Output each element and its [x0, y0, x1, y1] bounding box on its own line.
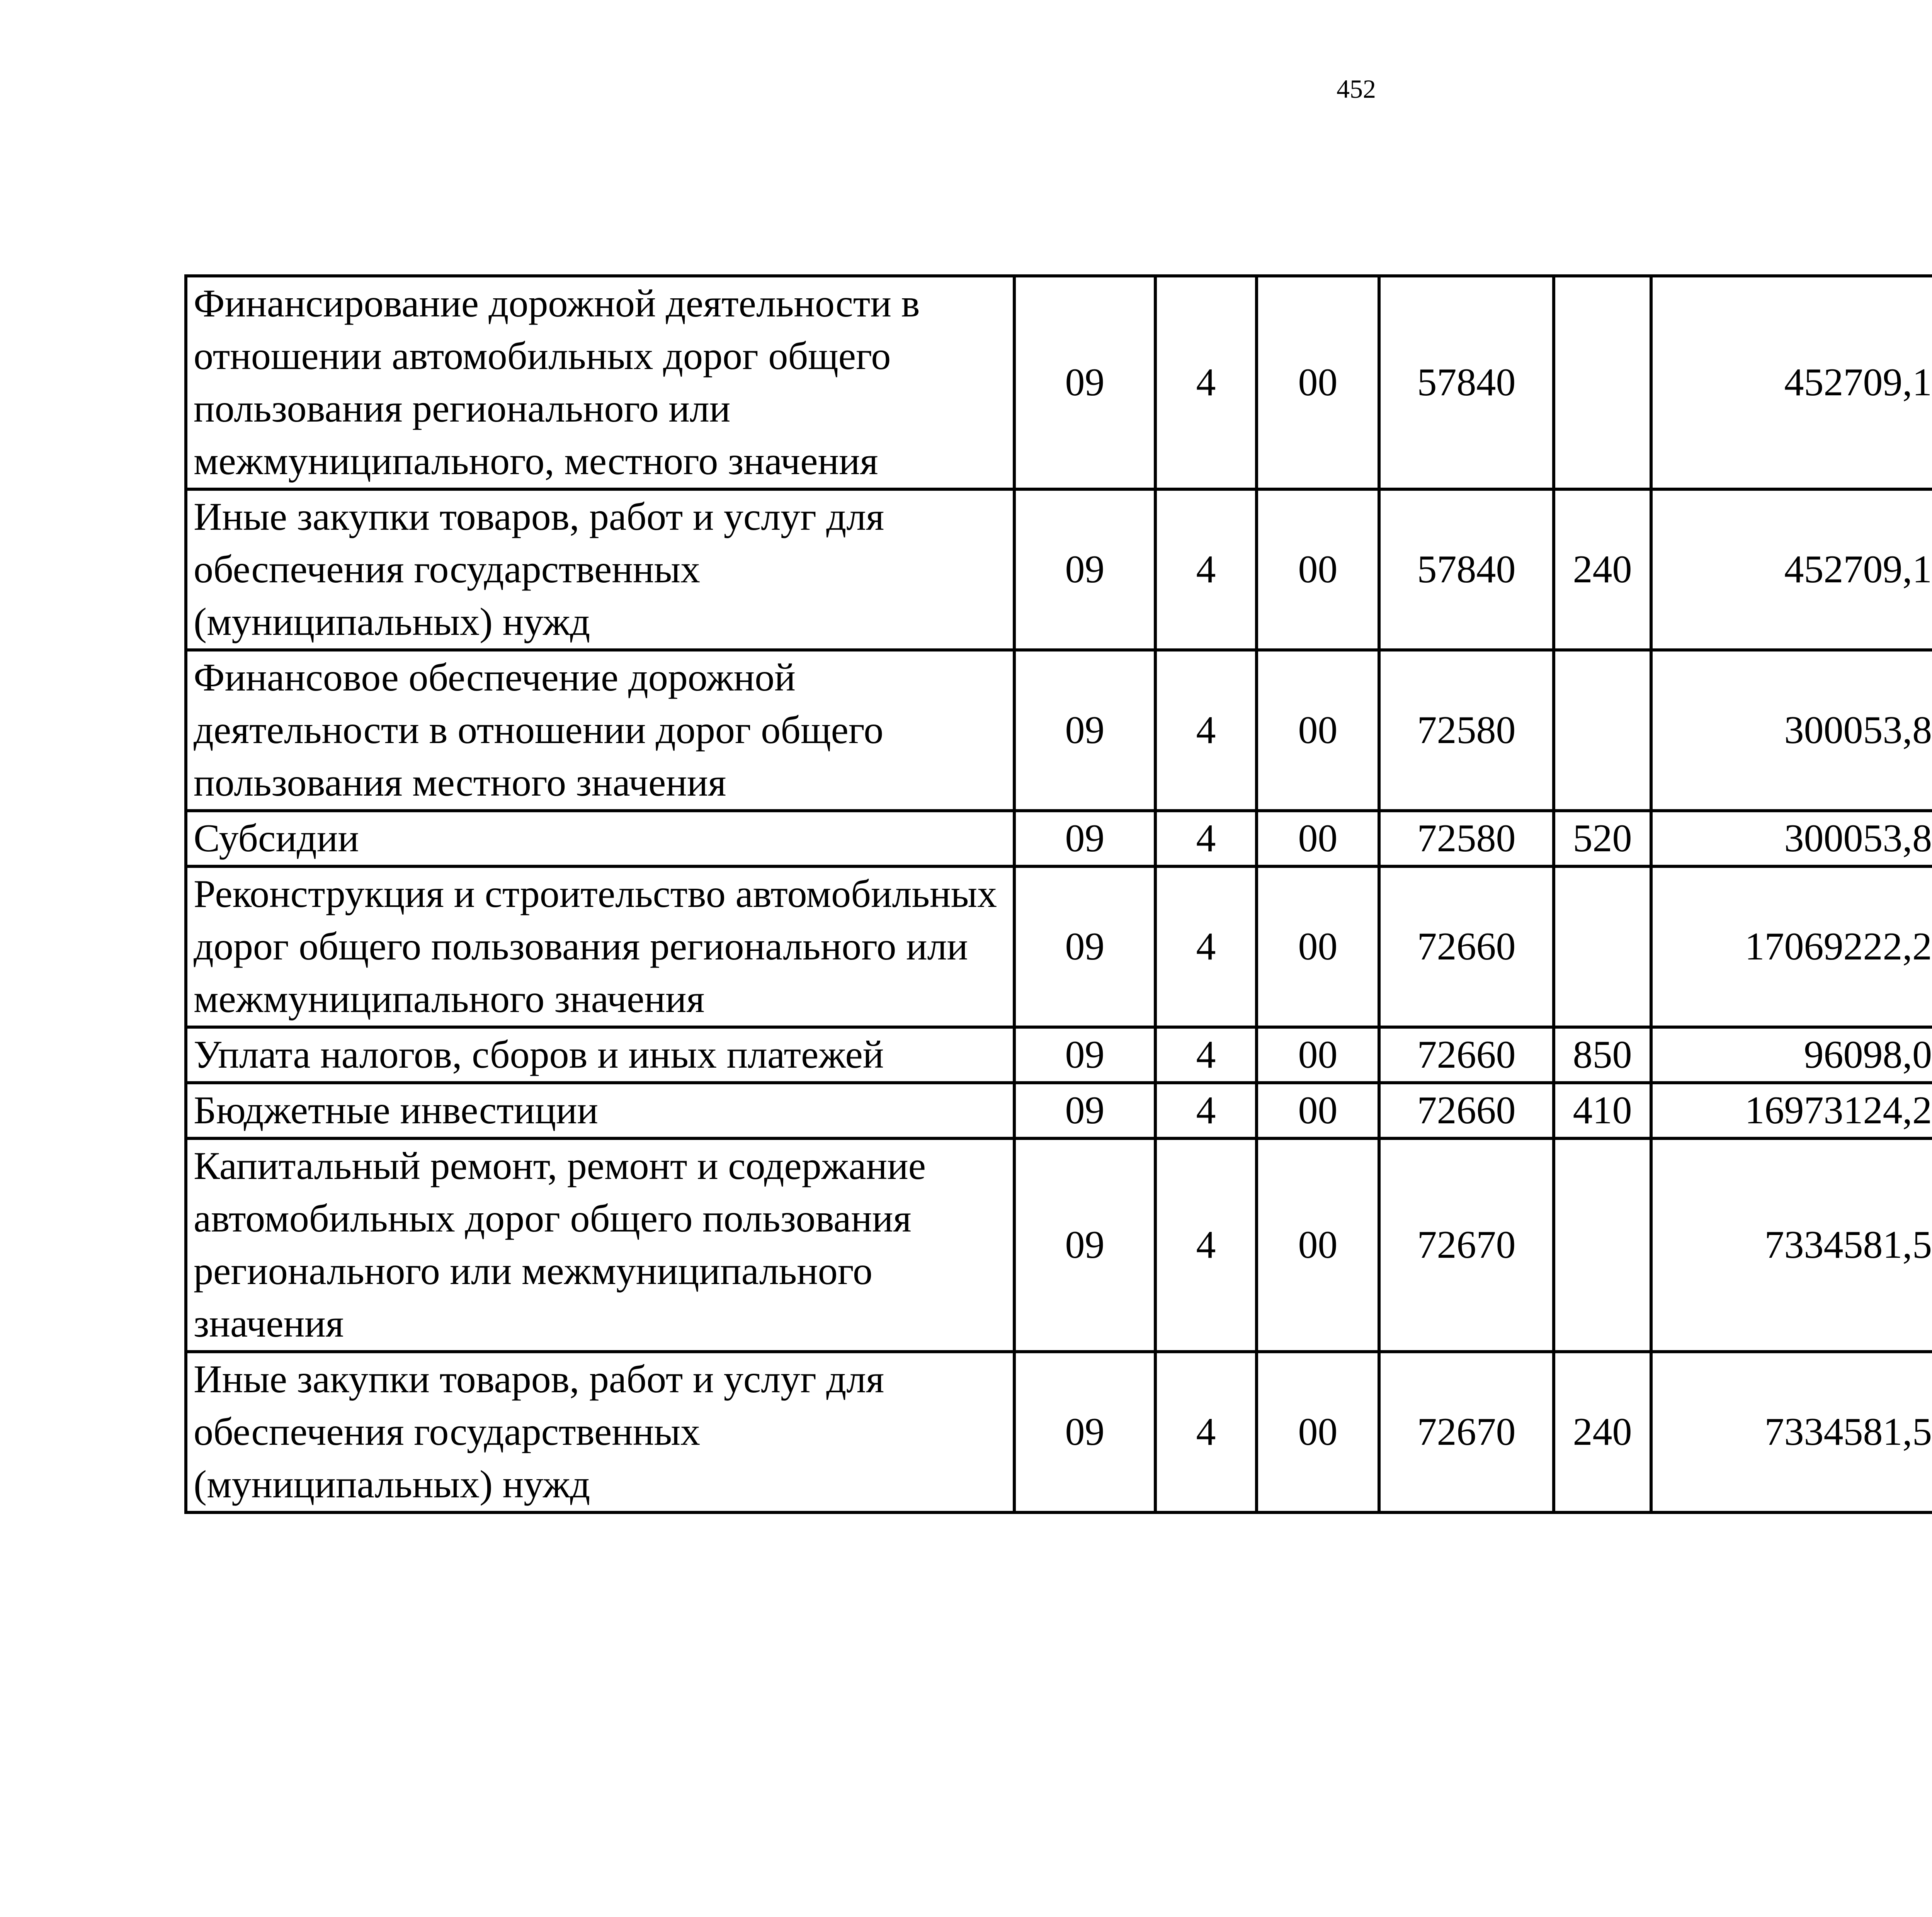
program-code: 00 — [1257, 276, 1379, 489]
subsection-code: 4 — [1155, 1138, 1257, 1352]
subsection-code: 4 — [1155, 811, 1257, 866]
section-code: 09 — [1014, 1138, 1155, 1352]
subsection-code: 4 — [1155, 489, 1257, 650]
section-code: 09 — [1014, 650, 1155, 811]
subsection-code: 4 — [1155, 276, 1257, 489]
target-code: 72670 — [1379, 1138, 1554, 1352]
amount-year-1: 7334581,5 — [1651, 1138, 1932, 1352]
expense-type-code: 850 — [1554, 1027, 1651, 1083]
amount-year-1: 96098,0 — [1651, 1027, 1932, 1083]
expense-type-code: 240 — [1554, 489, 1651, 650]
row-description: Финансирование дорожной деятельности в отношении автомобильных дорог общего пользования регионального или межмуниципального, местного значения — [186, 276, 1014, 489]
row-description: Уплата налогов, сборов и иных платежей — [186, 1027, 1014, 1083]
amount-year-1: 17069222,2 — [1651, 866, 1932, 1027]
program-code: 00 — [1257, 866, 1379, 1027]
table-row — [186, 489, 1932, 650]
page-number: 452 — [1337, 74, 1376, 104]
program-code: 00 — [1257, 1083, 1379, 1138]
expense-type-code — [1554, 1138, 1651, 1352]
section-code: 09 — [1014, 1352, 1155, 1512]
expense-type-code: 240 — [1554, 1352, 1651, 1512]
expense-type-code — [1554, 650, 1651, 811]
expense-type-code — [1554, 866, 1651, 1027]
amount-year-1: 7334581,5 — [1651, 1352, 1932, 1512]
program-code: 00 — [1257, 1138, 1379, 1352]
amount-year-1: 16973124,2 — [1651, 1083, 1932, 1138]
table-row — [186, 1083, 1932, 1138]
table-row — [186, 866, 1932, 1027]
section-code: 09 — [1014, 866, 1155, 1027]
row-description: Субсидии — [186, 811, 1014, 866]
row-description: Бюджетные инвестиции — [186, 1083, 1014, 1138]
row-description: Иные закупки товаров, работ и услуг для обеспечения государственных (муниципальных) нужд — [186, 1352, 1014, 1512]
amount-year-1: 300053,8 — [1651, 811, 1932, 866]
subsection-code: 4 — [1155, 1083, 1257, 1138]
subsection-code: 4 — [1155, 650, 1257, 811]
target-code: 72580 — [1379, 811, 1554, 866]
expense-type-code: 520 — [1554, 811, 1651, 866]
row-description: Финансовое обеспечение дорожной деятельности в отношении дорог общего пользования местного значения — [186, 650, 1014, 811]
budget-table — [184, 274, 1932, 1514]
program-code: 00 — [1257, 1027, 1379, 1083]
program-code: 00 — [1257, 811, 1379, 866]
row-description: Капитальный ремонт, ремонт и содержание автомобильных дорог общего пользования регионального или межмуниципального значения — [186, 1138, 1014, 1352]
section-code: 09 — [1014, 1083, 1155, 1138]
target-code: 57840 — [1379, 276, 1554, 489]
section-code: 09 — [1014, 489, 1155, 650]
expense-type-code — [1554, 276, 1651, 489]
table-row — [186, 650, 1932, 811]
amount-year-1: 452709,1 — [1651, 276, 1932, 489]
table-row — [186, 276, 1932, 489]
subsection-code: 4 — [1155, 1352, 1257, 1512]
amount-year-1: 452709,1 — [1651, 489, 1932, 650]
table-row — [186, 811, 1932, 866]
program-code: 00 — [1257, 1352, 1379, 1512]
target-code: 72660 — [1379, 1083, 1554, 1138]
section-code: 09 — [1014, 811, 1155, 866]
section-code: 09 — [1014, 1027, 1155, 1083]
table-row — [186, 1138, 1932, 1352]
program-code: 00 — [1257, 650, 1379, 811]
target-code: 72580 — [1379, 650, 1554, 811]
expense-type-code: 410 — [1554, 1083, 1651, 1138]
row-description: Реконструкция и строительство автомобильных дорог общего пользования регионального или межмуниципального значения — [186, 866, 1014, 1027]
program-code: 00 — [1257, 489, 1379, 650]
table-row — [186, 1352, 1932, 1512]
amount-year-1: 300053,8 — [1651, 650, 1932, 811]
section-code: 09 — [1014, 276, 1155, 489]
row-description: Иные закупки товаров, работ и услуг для обеспечения государственных (муниципальных) нужд — [186, 489, 1014, 650]
target-code: 72660 — [1379, 866, 1554, 1027]
subsection-code: 4 — [1155, 1027, 1257, 1083]
table-row — [186, 1027, 1932, 1083]
target-code: 72670 — [1379, 1352, 1554, 1512]
target-code: 57840 — [1379, 489, 1554, 650]
subsection-code: 4 — [1155, 866, 1257, 1027]
target-code: 72660 — [1379, 1027, 1554, 1083]
